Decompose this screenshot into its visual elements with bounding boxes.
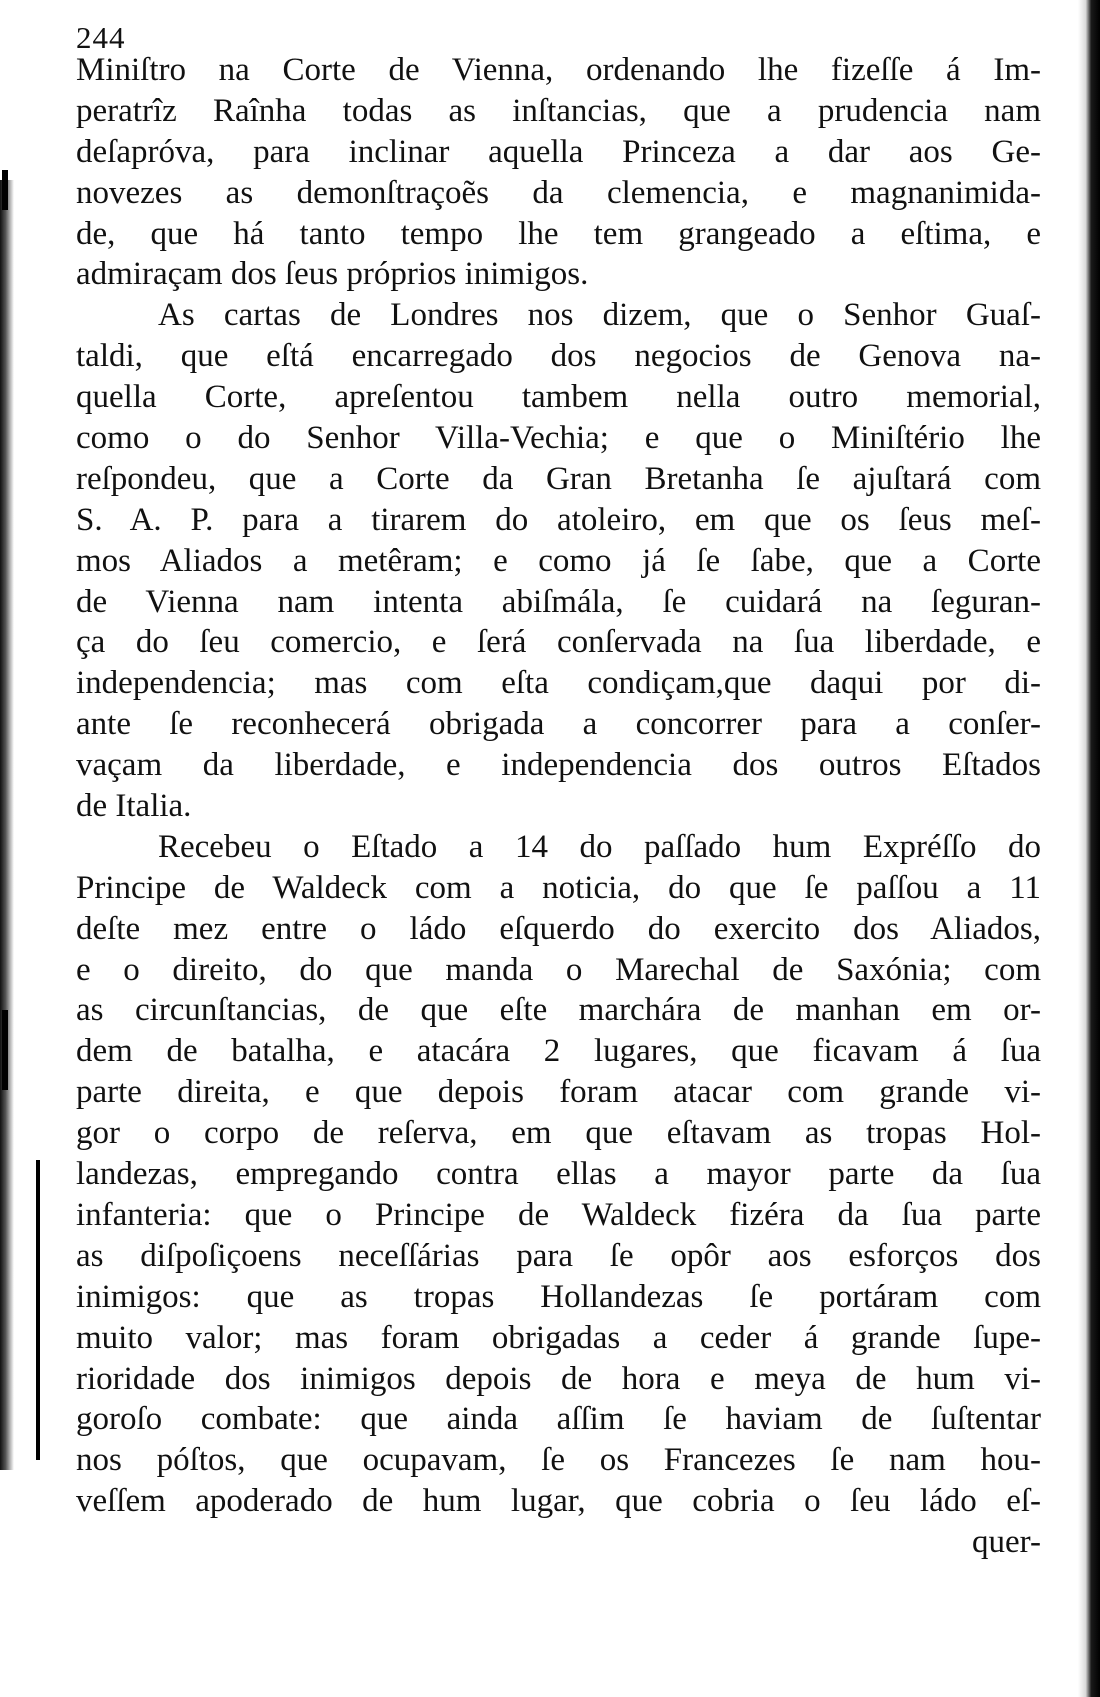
text-line: independencia; mas com eſta condiçam,que daqui por di-: [76, 665, 1041, 702]
text-line: dem de batalha, e atacára 2 lugares, que ficavam á ſua: [76, 1033, 1041, 1070]
scan-page-edge: [1078, 0, 1100, 1697]
text-line: goroſo combate: que ainda aſſim ſe haviam de ſuſtentar: [76, 1401, 1041, 1438]
text-line: landezas, empregando contra ellas a mayor parte da ſua: [76, 1156, 1041, 1193]
text-line: de, que há tanto tempo lhe tem grangeado a eſtima, e: [76, 215, 1041, 252]
text-line: deſapróva, para inclinar aquella Princeza a dar aos Ge-: [76, 133, 1041, 170]
text-line: ça do ſeu comercio, e ſerá conſervada na ſua liberdade, e: [76, 624, 1041, 661]
text-line: peratrîz Raînha todas as inſtancias, que a prudencia nam: [76, 92, 1041, 129]
text-line: muito valor; mas foram obrigadas a ceder á grande ſupe-: [76, 1319, 1041, 1356]
paragraph-1: [76, 50, 1041, 295]
text-line: novezes as demonſtraçoẽs da clemencia, e magnanimida-: [76, 174, 1041, 211]
text-line: as diſpoſiçoens neceſſárias para ſe opôr aos esforços dos: [76, 1237, 1041, 1274]
binding-shadow: [0, 180, 14, 1470]
page-number: 244: [76, 20, 126, 55]
text-line: e o direito, do que manda o Marechal de Saxónia; com: [76, 951, 1041, 988]
text-line: Miniſtro na Corte de Vienna, ordenando lhe fizeſſe á Im-: [76, 52, 1041, 88]
text-line: como o do Senhor Villa-Vechia; e que o Miniſtério lhe: [76, 420, 1041, 457]
text-line: taldi, que eſtá encarregado dos negocios de Genova na-: [76, 338, 1041, 375]
text-line: as circunſtancias, de que eſte marchára de manhan em or-: [76, 992, 1041, 1029]
text-line: de Vienna nam intenta abiſmála, ſe cuidará na ſeguran-: [76, 583, 1041, 620]
text-line: As cartas de Londres nos dizem, que o Senhor Guaſ-: [158, 297, 1041, 334]
binding-crease-mark: [2, 170, 8, 210]
paragraph-2: [76, 295, 1041, 827]
text-line: mos Aliados a metêram; e como já ſe ſabe, que a Corte: [76, 542, 1041, 579]
text-line: de Italia.: [76, 788, 192, 825]
binding-crease-mark: [36, 1160, 40, 1460]
text-line: Principe de Waldeck com a noticia, do que ſe paſſou a 11: [76, 869, 1041, 906]
text-line: parte direita, e que depois foram atacar com grande vi-: [76, 1074, 1041, 1111]
text-line: infanteria: que o Principe de Waldeck fizéra da ſua parte: [76, 1196, 1041, 1233]
text-line: Recebeu o Eſtado a 14 do paſſado hum Expréſſo do: [158, 828, 1041, 865]
catchword: quer-: [972, 1524, 1041, 1561]
text-line: S. A. P. para a tirarem do atoleiro, em que os ſeus meſ-: [76, 501, 1041, 538]
text-line: admiraçam dos ſeus próprios inimigos.: [76, 256, 589, 293]
text-line: veſſem apoderado de hum lugar, que cobria o ſeu ládo eſ-: [76, 1483, 1041, 1520]
text-line: vaçam da liberdade, e independencia dos outros Eſtados: [76, 747, 1041, 784]
text-line: rioridade dos inimigos depois de hora e meya de hum vi-: [76, 1360, 1041, 1397]
text-line: gor o corpo de reſerva, em que eſtavam as tropas Hol-: [76, 1115, 1041, 1152]
text-line: quella Corte, apreſentou tambem nella outro memorial,: [76, 379, 1041, 416]
text-line: inimigos: que as tropas Hollandezas ſe portáram com: [76, 1278, 1041, 1315]
text-line: ante ſe reconhecerá obrigada a concorrer para a conſer-: [76, 706, 1041, 743]
binding-crease-mark: [2, 1010, 8, 1090]
text-line: reſpondeu, que a Corte da Gran Bretanha ſe ajuſtará com: [76, 460, 1041, 497]
paragraph-3: [76, 827, 1041, 1522]
text-line: nos póſtos, que ocupavam, ſe os Francezes ſe nam hou-: [76, 1442, 1041, 1479]
text-line: deſte mez entre o ládo eſquerdo do exercito dos Aliados,: [76, 910, 1041, 947]
text-block: [76, 50, 1041, 1563]
